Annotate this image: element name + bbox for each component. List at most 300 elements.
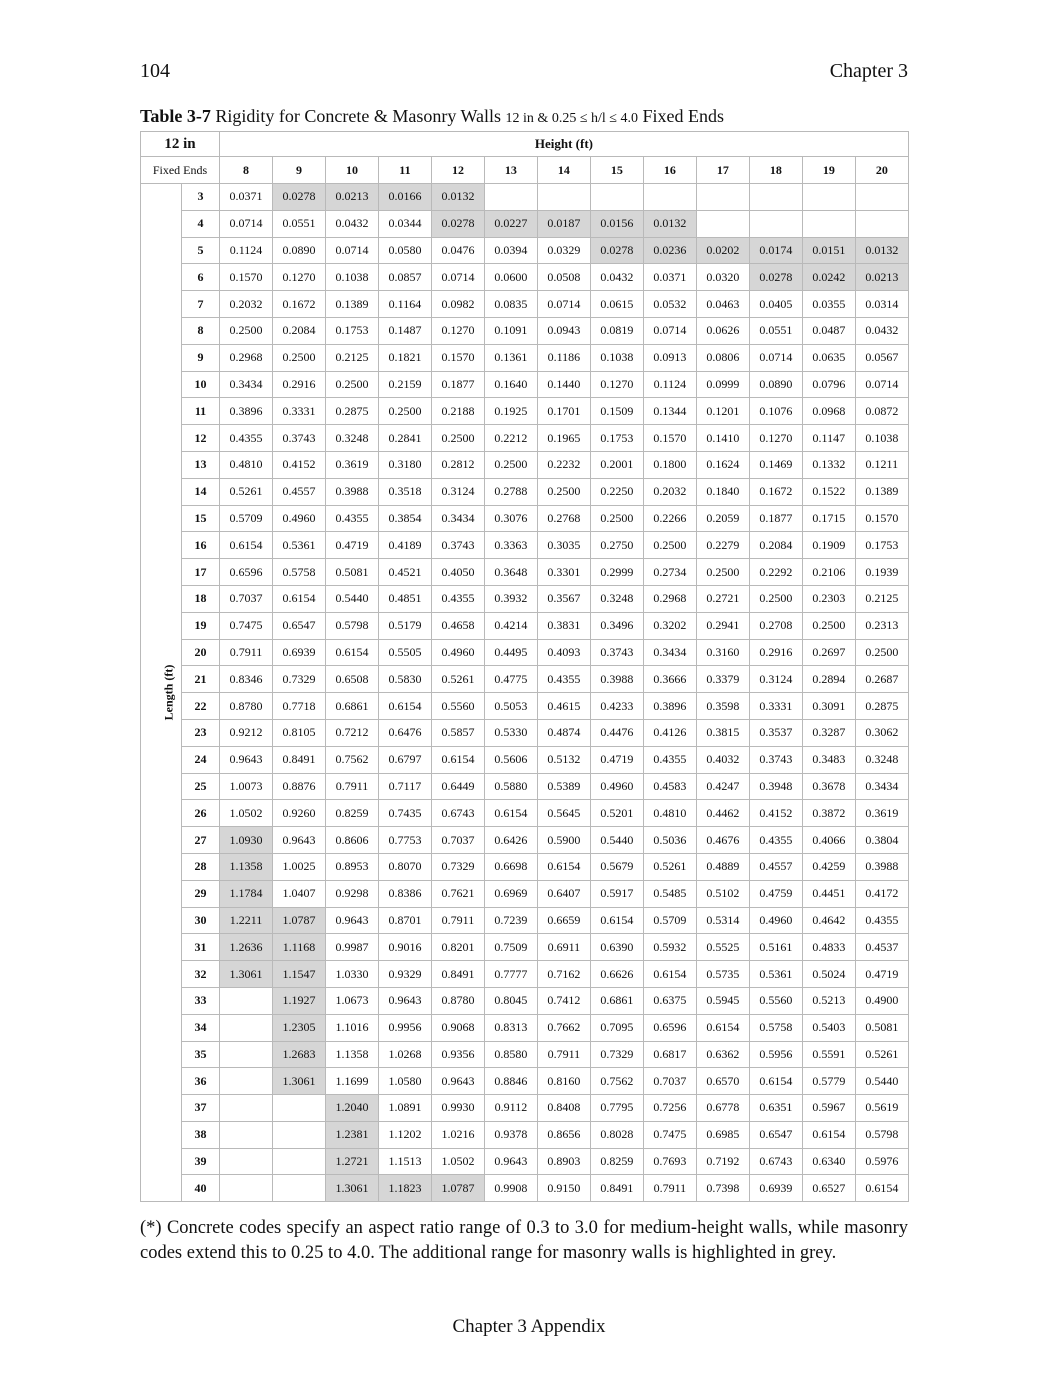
rigidity-cell: 0.5900 — [537, 827, 590, 854]
rigidity-cell: 1.2721 — [325, 1148, 378, 1175]
rigidity-cell: 0.0968 — [802, 398, 855, 425]
rigidity-cell: 1.2683 — [273, 1041, 326, 1068]
rigidity-cell: 0.2500 — [696, 559, 749, 586]
rigidity-cell: 0.5525 — [696, 934, 749, 961]
rigidity-cell: 0.9260 — [273, 800, 326, 827]
rigidity-cell: 0.5161 — [749, 934, 802, 961]
rigidity-cell: 0.3872 — [802, 800, 855, 827]
rigidity-cell: 0.3124 — [431, 478, 484, 505]
rigidity-cell: 0.5440 — [590, 827, 643, 854]
rigidity-cell: 0.0132 — [855, 237, 908, 264]
rigidity-cell: 1.0073 — [220, 773, 273, 800]
rigidity-cell: 0.7435 — [378, 800, 431, 827]
rigidity-cell: 0.4889 — [696, 853, 749, 880]
rigidity-cell: 0.6861 — [325, 693, 378, 720]
rigidity-cell: 0.5132 — [537, 746, 590, 773]
table-row — [141, 1121, 909, 1148]
height-header: 15 — [590, 157, 643, 184]
table-row — [141, 451, 909, 478]
rigidity-cell: 0.5440 — [325, 585, 378, 612]
rigidity-cell: 0.0600 — [484, 264, 537, 291]
rigidity-cell: 0.0278 — [749, 264, 802, 291]
rigidity-cell: 0.6476 — [378, 719, 431, 746]
rigidity-cell: 0.5956 — [749, 1041, 802, 1068]
rigidity-cell: 0.2500 — [590, 505, 643, 532]
length-header: 23 — [182, 719, 220, 746]
rigidity-cell: 0.2500 — [431, 425, 484, 452]
rigidity-cell: 0.3743 — [431, 532, 484, 559]
rigidity-cell: 0.6547 — [749, 1121, 802, 1148]
rigidity-cell: 0.7256 — [643, 1095, 696, 1122]
rigidity-cell: 0.2841 — [378, 425, 431, 452]
rigidity-cell: 0.4521 — [378, 559, 431, 586]
rigidity-cell: 0.2708 — [749, 612, 802, 639]
rigidity-cell: 0.3896 — [220, 398, 273, 425]
height-header: 10 — [325, 157, 378, 184]
height-header: 17 — [696, 157, 749, 184]
table-row — [141, 827, 909, 854]
rigidity-cell: 0.6154 — [537, 853, 590, 880]
rigidity-cell: 0.9150 — [537, 1175, 590, 1202]
rigidity-cell — [273, 1095, 326, 1122]
rigidity-cell: 0.1344 — [643, 398, 696, 425]
rigidity-cell: 0.4050 — [431, 559, 484, 586]
rigidity-cell: 0.1701 — [537, 398, 590, 425]
rigidity-cell: 1.0787 — [431, 1175, 484, 1202]
rigidity-cell: 0.5024 — [802, 961, 855, 988]
rigidity-cell: 0.2500 — [537, 478, 590, 505]
rigidity-cell: 0.4152 — [273, 451, 326, 478]
rigidity-cell: 0.7329 — [590, 1041, 643, 1068]
rigidity-cell: 0.8386 — [378, 880, 431, 907]
rigidity-cell: 0.8491 — [590, 1175, 643, 1202]
rigidity-cell: 0.2500 — [855, 639, 908, 666]
rigidity-cell: 0.1389 — [855, 478, 908, 505]
rigidity-cell: 0.6154 — [643, 961, 696, 988]
rigidity-cell: 0.5932 — [643, 934, 696, 961]
length-header: 8 — [182, 317, 220, 344]
table-row — [141, 264, 909, 291]
rigidity-cell: 0.5709 — [643, 907, 696, 934]
rigidity-cell: 0.7192 — [696, 1148, 749, 1175]
rigidity-cell: 0.3091 — [802, 693, 855, 720]
table-row — [141, 1175, 909, 1202]
rigidity-cell — [220, 1041, 273, 1068]
rigidity-cell: 0.5779 — [802, 1068, 855, 1095]
rigidity-cell: 0.7162 — [537, 961, 590, 988]
length-header: 32 — [182, 961, 220, 988]
rigidity-cell: 0.3743 — [590, 639, 643, 666]
rigidity-cell: 0.9643 — [220, 746, 273, 773]
rigidity-cell: 0.7621 — [431, 880, 484, 907]
end-condition-label: Fixed Ends — [141, 157, 220, 184]
rigidity-cell: 1.0891 — [378, 1095, 431, 1122]
rigidity-cell: 0.6154 — [273, 585, 326, 612]
rigidity-cell: 0.2687 — [855, 666, 908, 693]
rigidity-cell: 0.0635 — [802, 344, 855, 371]
rigidity-cell: 0.4810 — [220, 451, 273, 478]
rigidity-cell: 0.5735 — [696, 961, 749, 988]
rigidity-cell: 1.0580 — [378, 1068, 431, 1095]
rigidity-cell: 1.2305 — [273, 1014, 326, 1041]
table-row — [141, 210, 909, 237]
rigidity-cell: 0.6154 — [855, 1175, 908, 1202]
rigidity-cell — [590, 184, 643, 211]
rigidity-cell: 0.6154 — [696, 1014, 749, 1041]
rigidity-cell: 0.2500 — [643, 532, 696, 559]
rigidity-cell: 0.2721 — [696, 585, 749, 612]
rigidity-cell: 0.4126 — [643, 719, 696, 746]
rigidity-cell: 0.0819 — [590, 317, 643, 344]
table-row — [141, 907, 909, 934]
rigidity-cell: 0.5261 — [855, 1041, 908, 1068]
rigidity-cell: 0.4066 — [802, 827, 855, 854]
rigidity-cell: 0.4233 — [590, 693, 643, 720]
rigidity-cell: 0.6698 — [484, 853, 537, 880]
rigidity-cell: 0.1469 — [749, 451, 802, 478]
rigidity-cell: 0.4960 — [590, 773, 643, 800]
table-row — [141, 880, 909, 907]
rigidity-cell: 0.2788 — [484, 478, 537, 505]
rigidity-cell: 0.2303 — [802, 585, 855, 612]
rigidity-cell: 0.1164 — [378, 291, 431, 318]
rigidity-cell: 0.7475 — [643, 1121, 696, 1148]
rigidity-cell: 0.1965 — [537, 425, 590, 452]
table-row — [141, 291, 909, 318]
length-header: 28 — [182, 853, 220, 880]
rigidity-cell: 0.2266 — [643, 505, 696, 532]
rigidity-cell: 1.3061 — [273, 1068, 326, 1095]
rigidity-cell: 0.2500 — [325, 371, 378, 398]
rigidity-cell: 0.1877 — [431, 371, 484, 398]
rigidity-cell: 0.6596 — [220, 559, 273, 586]
rigidity-cell: 0.2768 — [537, 505, 590, 532]
rigidity-cell — [220, 1148, 273, 1175]
rigidity-cell: 0.8701 — [378, 907, 431, 934]
rigidity-cell: 0.1270 — [749, 425, 802, 452]
rigidity-cell: 0.7398 — [696, 1175, 749, 1202]
rigidity-cell: 0.6743 — [431, 800, 484, 827]
rigidity-cell: 0.7795 — [590, 1095, 643, 1122]
rigidity-cell: 0.6362 — [696, 1041, 749, 1068]
rigidity-cell: 0.5560 — [749, 987, 802, 1014]
rigidity-cell — [749, 210, 802, 237]
rigidity-cell: 0.8846 — [484, 1068, 537, 1095]
rigidity-cell: 1.0930 — [220, 827, 273, 854]
rigidity-cell: 0.2084 — [273, 317, 326, 344]
rigidity-cell: 0.7562 — [325, 746, 378, 773]
rigidity-cell: 0.2313 — [855, 612, 908, 639]
rigidity-cell — [484, 184, 537, 211]
rigidity-cell: 0.1753 — [325, 317, 378, 344]
rigidity-cell: 0.5798 — [855, 1121, 908, 1148]
table-row — [141, 1068, 909, 1095]
rigidity-cell: 0.7911 — [220, 639, 273, 666]
rigidity-cell: 0.0835 — [484, 291, 537, 318]
rigidity-cell: 1.1823 — [378, 1175, 431, 1202]
length-header: 12 — [182, 425, 220, 452]
rigidity-cell: 0.1201 — [696, 398, 749, 425]
length-header: 4 — [182, 210, 220, 237]
rigidity-cell: 0.6154 — [590, 907, 643, 934]
rigidity-cell: 0.3434 — [855, 773, 908, 800]
rigidity-cell: 0.6596 — [643, 1014, 696, 1041]
rigidity-cell: 0.0714 — [643, 317, 696, 344]
rigidity-cell: 0.2875 — [855, 693, 908, 720]
rigidity-cell: 1.1202 — [378, 1121, 431, 1148]
height-header: 16 — [643, 157, 696, 184]
rigidity-cell: 0.1440 — [537, 371, 590, 398]
rigidity-cell: 0.7662 — [537, 1014, 590, 1041]
rigidity-cell — [220, 1175, 273, 1202]
rigidity-cell — [220, 1068, 273, 1095]
rigidity-cell: 0.0551 — [273, 210, 326, 237]
rigidity-cell: 0.0278 — [431, 210, 484, 237]
rigidity-cell: 0.7562 — [590, 1068, 643, 1095]
rigidity-cell: 0.4355 — [431, 585, 484, 612]
rigidity-cell: 0.4960 — [749, 907, 802, 934]
rigidity-cell: 0.0463 — [696, 291, 749, 318]
length-header: 38 — [182, 1121, 220, 1148]
rigidity-cell — [220, 987, 273, 1014]
rigidity-cell: 1.1927 — [273, 987, 326, 1014]
rigidity-cell: 0.2188 — [431, 398, 484, 425]
rigidity-cell: 0.0714 — [325, 237, 378, 264]
rigidity-cell: 0.0132 — [431, 184, 484, 211]
table-row — [141, 184, 909, 211]
length-header: 30 — [182, 907, 220, 934]
rigidity-cell: 0.5330 — [484, 719, 537, 746]
rigidity-cell: 0.3988 — [855, 853, 908, 880]
rigidity-cell: 0.2999 — [590, 559, 643, 586]
rigidity-cell: 0.2750 — [590, 532, 643, 559]
rigidity-cell: 0.5709 — [220, 505, 273, 532]
rigidity-cell: 0.8656 — [537, 1121, 590, 1148]
rigidity-cell: 0.2159 — [378, 371, 431, 398]
rigidity-cell: 0.0394 — [484, 237, 537, 264]
rigidity-cell: 0.7777 — [484, 961, 537, 988]
rigidity-cell: 1.2381 — [325, 1121, 378, 1148]
rigidity-cell: 1.2040 — [325, 1095, 378, 1122]
rigidity-cell: 0.1640 — [484, 371, 537, 398]
rigidity-cell: 0.1270 — [590, 371, 643, 398]
rigidity-cell: 0.5830 — [378, 666, 431, 693]
rigidity-cell: 0.3301 — [537, 559, 590, 586]
height-header: 20 — [855, 157, 908, 184]
rigidity-cell — [273, 1175, 326, 1202]
rigidity-cell: 0.3035 — [537, 532, 590, 559]
rigidity-cell: 0.6154 — [431, 746, 484, 773]
rigidity-cell: 0.0213 — [325, 184, 378, 211]
rigidity-cell: 0.2232 — [537, 451, 590, 478]
length-header: 25 — [182, 773, 220, 800]
rigidity-cell: 0.4247 — [696, 773, 749, 800]
rigidity-cell: 0.5440 — [855, 1068, 908, 1095]
rigidity-cell: 0.7037 — [643, 1068, 696, 1095]
rigidity-cell: 0.7911 — [643, 1175, 696, 1202]
rigidity-cell: 0.1821 — [378, 344, 431, 371]
rigidity-cell: 0.5917 — [590, 880, 643, 907]
rigidity-cell: 0.7509 — [484, 934, 537, 961]
rigidity-cell: 0.1570 — [855, 505, 908, 532]
length-axis-label — [141, 184, 182, 1202]
rigidity-cell: 0.5505 — [378, 639, 431, 666]
table-row — [141, 800, 909, 827]
rigidity-cell: 0.8259 — [590, 1148, 643, 1175]
height-axis-label: Height (ft) — [220, 132, 909, 157]
length-header: 36 — [182, 1068, 220, 1095]
rigidity-cell: 0.5179 — [378, 612, 431, 639]
rigidity-cell: 0.3248 — [590, 585, 643, 612]
table-row — [141, 585, 909, 612]
rigidity-cell: 0.8876 — [273, 773, 326, 800]
rigidity-cell: 0.3666 — [643, 666, 696, 693]
rigidity-cell: 0.0405 — [749, 291, 802, 318]
table-row — [141, 317, 909, 344]
rigidity-cell: 0.8346 — [220, 666, 273, 693]
rigidity-cell: 0.0151 — [802, 237, 855, 264]
rigidity-cell: 0.1570 — [220, 264, 273, 291]
table-row — [141, 987, 909, 1014]
table-row — [141, 666, 909, 693]
length-header: 34 — [182, 1014, 220, 1041]
rigidity-cell: 0.6817 — [643, 1041, 696, 1068]
rigidity-cell: 0.2916 — [273, 371, 326, 398]
rigidity-cell: 0.9298 — [325, 880, 378, 907]
rigidity-cell: 0.6939 — [273, 639, 326, 666]
table-row — [141, 478, 909, 505]
rigidity-cell: 0.3619 — [325, 451, 378, 478]
rigidity-cell: 0.4676 — [696, 827, 749, 854]
rigidity-cell: 0.4960 — [273, 505, 326, 532]
rigidity-cell: 0.4874 — [537, 719, 590, 746]
table-row — [141, 559, 909, 586]
rigidity-cell: 0.9643 — [431, 1068, 484, 1095]
rigidity-cell: 0.4759 — [749, 880, 802, 907]
rigidity-cell: 0.2125 — [325, 344, 378, 371]
table-title-suffix: Fixed Ends — [637, 106, 724, 126]
rigidity-cell — [696, 210, 749, 237]
rigidity-cell: 0.4642 — [802, 907, 855, 934]
rigidity-cell: 0.5967 — [802, 1095, 855, 1122]
rigidity-cell: 0.2941 — [696, 612, 749, 639]
rigidity-cell: 0.3248 — [855, 746, 908, 773]
rigidity-cell: 0.4214 — [484, 612, 537, 639]
rigidity-cell: 0.1672 — [749, 478, 802, 505]
rigidity-cell: 0.2500 — [802, 612, 855, 639]
rigidity-cell: 0.5798 — [325, 612, 378, 639]
rigidity-cell: 0.6911 — [537, 934, 590, 961]
rigidity-cell: 0.1410 — [696, 425, 749, 452]
rigidity-cell: 0.4719 — [855, 961, 908, 988]
rigidity-cell: 0.3854 — [378, 505, 431, 532]
rigidity-cell: 0.4152 — [749, 800, 802, 827]
table-row — [141, 371, 909, 398]
rigidity-cell: 0.1753 — [855, 532, 908, 559]
rigidity-cell: 0.6154 — [220, 532, 273, 559]
rigidity-cell: 0.8028 — [590, 1121, 643, 1148]
rigidity-cell: 1.0407 — [273, 880, 326, 907]
rigidity-cell: 1.1358 — [325, 1041, 378, 1068]
rigidity-cell: 0.5081 — [325, 559, 378, 586]
rigidity-cell: 0.3331 — [273, 398, 326, 425]
rigidity-cell: 0.5606 — [484, 746, 537, 773]
rigidity-cell: 1.1699 — [325, 1068, 378, 1095]
table-row — [141, 505, 909, 532]
rigidity-cell: 0.8580 — [484, 1041, 537, 1068]
length-header: 5 — [182, 237, 220, 264]
rigidity-cell: 0.0371 — [643, 264, 696, 291]
rigidity-cell: 0.1332 — [802, 451, 855, 478]
rigidity-cell — [749, 184, 802, 211]
rigidity-cell: 0.9930 — [431, 1095, 484, 1122]
rigidity-cell: 0.6154 — [484, 800, 537, 827]
rigidity-cell — [537, 184, 590, 211]
length-header: 7 — [182, 291, 220, 318]
rigidity-cell: 0.6939 — [749, 1175, 802, 1202]
rigidity-cell: 0.0615 — [590, 291, 643, 318]
rigidity-cell — [643, 184, 696, 211]
rigidity-cell: 0.8070 — [378, 853, 431, 880]
rigidity-cell: 0.8780 — [220, 693, 273, 720]
rigidity-cell: 0.1124 — [220, 237, 273, 264]
rigidity-cell: 0.9112 — [484, 1095, 537, 1122]
rigidity-cell: 0.7329 — [273, 666, 326, 693]
rigidity-cell: 0.3483 — [802, 746, 855, 773]
rigidity-cell: 0.3331 — [749, 693, 802, 720]
rigidity-cell: 0.3434 — [220, 371, 273, 398]
rigidity-cell: 0.8953 — [325, 853, 378, 880]
rigidity-cell: 0.8780 — [431, 987, 484, 1014]
rigidity-cell: 0.5560 — [431, 693, 484, 720]
rigidity-cell: 0.7117 — [378, 773, 431, 800]
table-row — [141, 532, 909, 559]
rigidity-cell: 0.1522 — [802, 478, 855, 505]
rigidity-cell: 0.5485 — [643, 880, 696, 907]
rigidity-cell: 0.8606 — [325, 827, 378, 854]
rigidity-cell: 0.6154 — [802, 1121, 855, 1148]
rigidity-cell: 0.3831 — [537, 612, 590, 639]
rigidity-cell: 0.3619 — [855, 800, 908, 827]
rigidity-cell: 0.0890 — [273, 237, 326, 264]
rigidity-cell: 1.0025 — [273, 853, 326, 880]
length-header: 37 — [182, 1095, 220, 1122]
rigidity-cell: 0.3062 — [855, 719, 908, 746]
rigidity-cell: 0.0227 — [484, 210, 537, 237]
rigidity-cell: 1.0787 — [273, 907, 326, 934]
rigidity-cell: 0.4189 — [378, 532, 431, 559]
rigidity-cell: 0.1270 — [431, 317, 484, 344]
rigidity-cell: 0.4719 — [325, 532, 378, 559]
height-header: 9 — [273, 157, 326, 184]
rigidity-cell: 0.6154 — [325, 639, 378, 666]
rigidity-cell: 0.6407 — [537, 880, 590, 907]
rigidity-cell: 0.3287 — [802, 719, 855, 746]
rigidity-cell: 0.9643 — [378, 987, 431, 1014]
rigidity-cell: 0.4172 — [855, 880, 908, 907]
rigidity-cell: 0.3124 — [749, 666, 802, 693]
rigidity-table — [140, 131, 909, 1202]
rigidity-cell: 0.7475 — [220, 612, 273, 639]
rigidity-cell: 1.1784 — [220, 880, 273, 907]
height-header: 13 — [484, 157, 537, 184]
rigidity-cell: 0.4495 — [484, 639, 537, 666]
length-header: 17 — [182, 559, 220, 586]
rigidity-cell: 0.2697 — [802, 639, 855, 666]
rigidity-cell: 0.3434 — [431, 505, 484, 532]
rigidity-cell: 0.6375 — [643, 987, 696, 1014]
rigidity-cell: 0.5261 — [220, 478, 273, 505]
